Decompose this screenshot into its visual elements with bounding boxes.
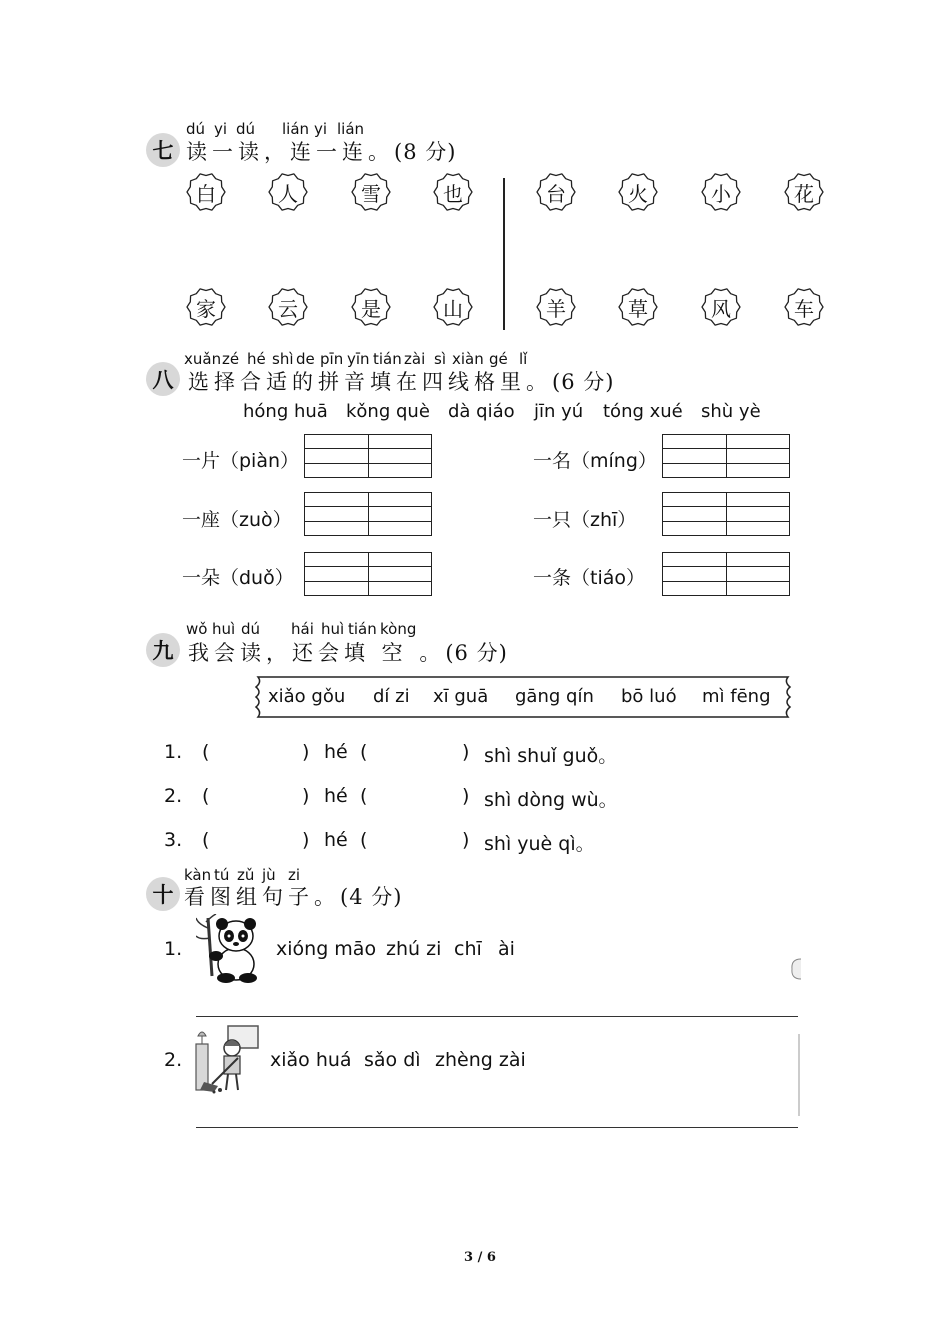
measure-label: 一片（piàn） [182, 450, 300, 472]
row-number: 1. [164, 741, 183, 763]
word-bank-item: tóng xué [603, 401, 683, 422]
sentence-item [0, 938, 950, 964]
pinyin: huì [212, 620, 236, 638]
pinyin: tián [373, 350, 402, 368]
word-bank-item: xī guā [433, 686, 489, 707]
pinyin: pīn [320, 350, 344, 368]
pinyin: tián [348, 620, 377, 638]
pinyin: yi [314, 120, 328, 138]
word-bank-item: shù yè [701, 401, 761, 422]
pinyin: lián [337, 120, 365, 138]
row-number: 3. [164, 829, 183, 851]
char-flower[interactable] [784, 172, 824, 212]
char-text: 是 [361, 296, 381, 321]
score: (8 分) [394, 140, 457, 164]
answer-line[interactable] [196, 1127, 798, 1128]
char-text: 白 [196, 181, 216, 206]
pinyin: zài [404, 350, 426, 368]
pinyin: de [296, 350, 315, 368]
char-flower[interactable] [433, 172, 473, 212]
row-tail: shì yuè qì。 [484, 833, 595, 855]
char-text: 羊 [546, 296, 566, 321]
pinyin: shì [272, 350, 294, 368]
section8-badge: 八 [146, 362, 180, 396]
word: zhú zi [386, 938, 442, 960]
row-tail: shì dòng wù。 [484, 789, 618, 811]
char-flower[interactable] [618, 172, 658, 212]
pinyin: gé [489, 350, 508, 368]
char-text: 小 [711, 181, 731, 206]
pinyin: dú [186, 120, 206, 138]
section10-title [184, 881, 402, 911]
char-text: 花 [794, 181, 814, 206]
word: xióng māo [276, 938, 377, 960]
word: sǎo dì [364, 1049, 421, 1071]
he-text: hé [324, 741, 348, 763]
measure-label: 一座（zuò） [182, 509, 292, 531]
char-flower[interactable] [351, 172, 391, 212]
open-paren: ( [360, 741, 368, 763]
sentence-item [0, 1049, 950, 1075]
section9-badge: 九 [146, 633, 180, 667]
he-text: hé [324, 785, 348, 807]
word: zhèng zài [435, 1049, 526, 1071]
word-bank-item: kǒng què [346, 401, 430, 422]
answer-line[interactable] [196, 1016, 798, 1017]
section7-badge: 七 [146, 133, 180, 167]
close-paren: ) [302, 741, 310, 763]
word-bank-item: gāng qín [515, 686, 594, 707]
word-bank-item: xiǎo gǒu [268, 686, 346, 707]
pinyin: xiàn [452, 350, 484, 368]
section8-title [188, 366, 614, 396]
section7-pinyin [0, 120, 950, 138]
word-bank-item: bō luó [621, 686, 677, 707]
pinyin: xuǎn [184, 350, 222, 368]
fill-row [0, 741, 950, 767]
pinyin: dú [241, 620, 261, 638]
section8-word-bank [0, 401, 950, 425]
pinyin: yīn [347, 350, 370, 368]
pinyin: zi [288, 866, 301, 884]
char-flower[interactable] [536, 287, 576, 327]
title-text: 读一读，连一连。 [186, 140, 394, 164]
section9-title [188, 637, 508, 667]
pinyin: hé [247, 350, 266, 368]
char-text: 雪 [361, 181, 381, 206]
char-flower[interactable] [701, 172, 741, 212]
pinyin: hái [291, 620, 314, 638]
pinyin: zǔ [237, 866, 255, 884]
word-bank-item: mì fēng [702, 686, 771, 707]
char-flower[interactable] [268, 287, 308, 327]
pinyin: tú [214, 866, 230, 884]
fill-row [0, 785, 950, 811]
pinyin: sì [434, 350, 446, 368]
measure-label: 一条（tiáo） [533, 567, 645, 589]
section10-badge: 十 [146, 877, 180, 911]
pinyin: dú [236, 120, 256, 138]
char-text: 车 [794, 296, 814, 321]
title-text: 我会读，还会填 空 。 [188, 641, 446, 665]
close-paren: ) [462, 785, 470, 807]
title-text: 看图组句子。 [184, 885, 340, 909]
char-flower[interactable] [433, 287, 473, 327]
measure-label: 一朵（duǒ） [182, 567, 294, 589]
char-text: 山 [443, 296, 463, 321]
char-flower[interactable] [186, 287, 226, 327]
open-paren: ( [202, 741, 210, 763]
measure-label: 一名（míng） [533, 450, 657, 472]
char-text: 人 [278, 181, 298, 206]
section10-pinyin [0, 866, 950, 884]
char-flower[interactable] [701, 287, 741, 327]
word: ài [498, 938, 515, 960]
pinyin: jù [262, 866, 276, 884]
title-text: 选择合适的拼音填在四线格里。 [188, 370, 552, 394]
row-number: 2. [164, 785, 183, 807]
word-bank-item: hóng huā [243, 401, 328, 422]
close-paren: ) [462, 829, 470, 851]
sweeping-girl-illustration [194, 1024, 260, 1094]
char-flower[interactable] [351, 287, 391, 327]
score: (6 分) [445, 641, 508, 665]
open-paren: ( [202, 829, 210, 851]
word: xiǎo huá [270, 1049, 352, 1071]
char-text: 草 [628, 296, 648, 321]
edge-mark [798, 1034, 800, 1116]
score: (6 分) [552, 370, 615, 394]
panda-illustration [196, 914, 260, 984]
four-line-grid[interactable] [662, 552, 790, 596]
word-bank-item: jīn yú [534, 401, 584, 422]
row-tail: shì shuǐ guǒ。 [484, 745, 618, 767]
pinyin: huì [321, 620, 345, 638]
pinyin: lián [282, 120, 310, 138]
open-paren: ( [360, 785, 368, 807]
char-text: 火 [628, 181, 648, 206]
four-line-grid[interactable] [304, 552, 432, 596]
char-text: 风 [711, 296, 731, 321]
pinyin: lǐ [519, 350, 528, 368]
open-paren: ( [202, 785, 210, 807]
char-flower[interactable] [536, 172, 576, 212]
he-text: hé [324, 829, 348, 851]
section9-word-bank [0, 686, 950, 710]
page-number: 3 / 6 [464, 1250, 496, 1265]
char-text: 台 [546, 181, 566, 206]
word: chī [454, 938, 482, 960]
close-paren: ) [302, 829, 310, 851]
close-paren: ) [462, 741, 470, 763]
fill-row [0, 829, 950, 855]
item-number: 1. [164, 938, 183, 960]
open-paren: ( [360, 829, 368, 851]
pinyin: kàn [184, 866, 212, 884]
word-bank-item: dí zi [373, 686, 410, 707]
item-number: 2. [164, 1049, 183, 1071]
section9-pinyin [0, 620, 950, 638]
measure-label: 一只（zhī） [533, 509, 637, 531]
pinyin: zé [222, 350, 240, 368]
char-text: 也 [443, 181, 463, 206]
pinyin: wǒ [186, 620, 208, 638]
char-flower[interactable] [618, 287, 658, 327]
section7-title [186, 136, 456, 166]
char-text: 云 [278, 296, 298, 321]
pinyin: kòng [380, 620, 417, 638]
char-flower[interactable] [784, 287, 824, 327]
section7-divider [503, 178, 505, 330]
close-paren: ) [302, 785, 310, 807]
char-text: 家 [196, 296, 216, 321]
char-flower[interactable] [268, 172, 308, 212]
edge-mark [791, 958, 801, 980]
pinyin: yi [214, 120, 228, 138]
four-line-grid[interactable] [304, 434, 432, 478]
four-line-grid[interactable] [662, 434, 790, 478]
four-line-grid[interactable] [662, 492, 790, 536]
score: (4 分) [340, 885, 403, 909]
char-flower[interactable] [186, 172, 226, 212]
four-line-grid[interactable] [304, 492, 432, 536]
word-bank-item: dà qiáo [448, 401, 515, 422]
